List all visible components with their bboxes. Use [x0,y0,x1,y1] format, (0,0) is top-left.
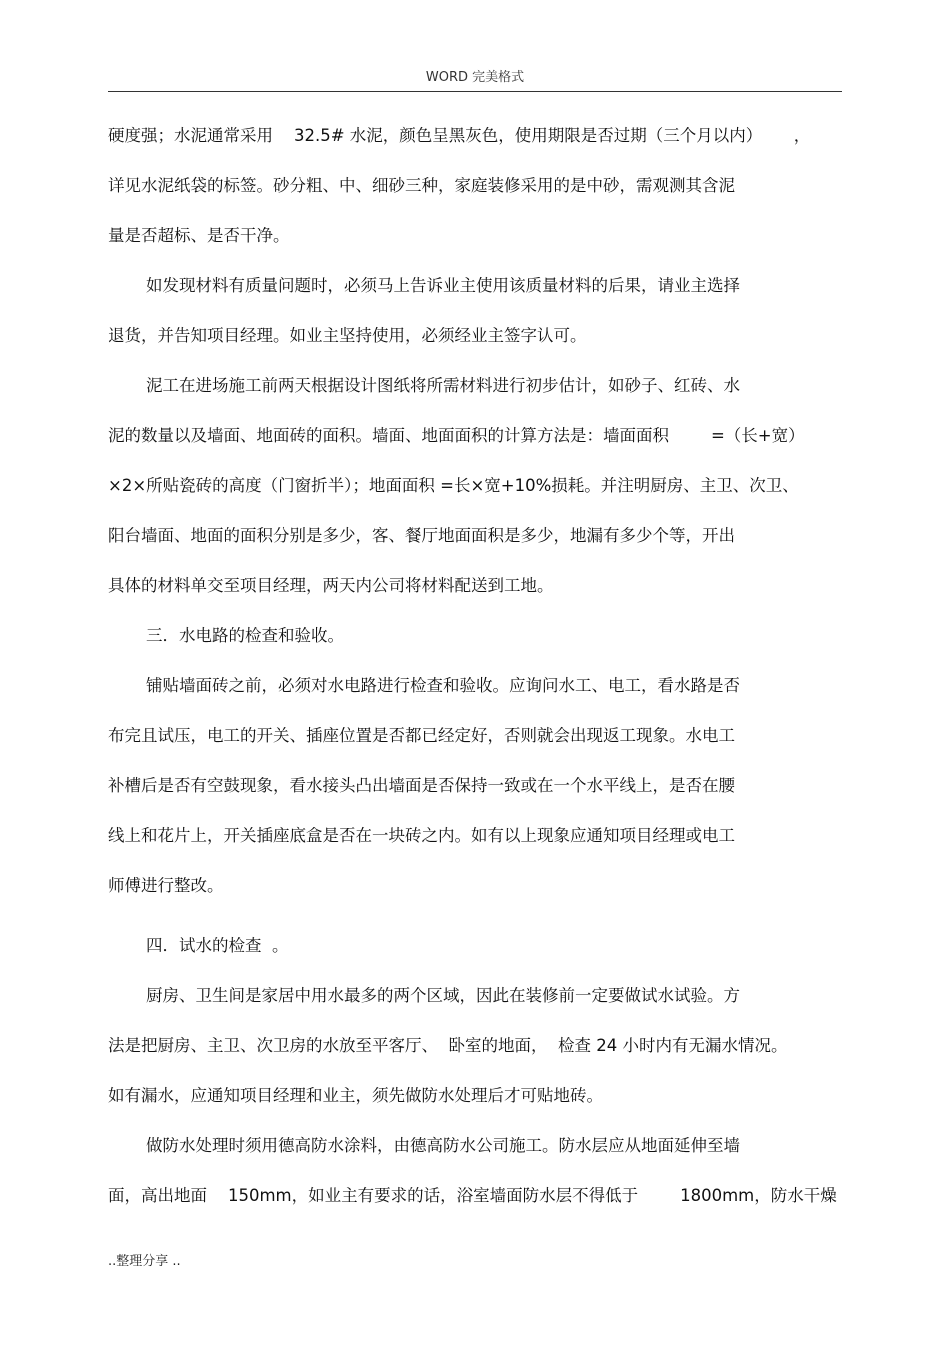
text-line: 退货，并告知项目经理。如业主坚持使用，必须经业主签字认可。 [108,326,587,345]
text-line: 量是否超标、是否干净。 [108,226,290,245]
paragraph-start: 泥工在进场施工前两天根据设计图纸将所需材料进行初步估计，如砂子、红砖、水 [146,376,740,395]
page-header: WORD 完美格式 [425,70,525,85]
paragraph-start: 厨房、卫生间是家居中用水最多的两个区域，因此在装修前一定要做试水试验。方 [146,986,740,1005]
text-line: 面，高出地面 150mm，如业主有要求的话，浴室墙面防水层不得低于 1800mm，防水干燥 [108,1186,837,1205]
text-line: 如有漏水，应通知项目经理和业主，须先做防水处理后才可贴地砖。 [108,1086,603,1105]
text-line: 详见水泥纸袋的标签。砂分粗、中、细砂三种，家庭装修采用的是中砂，需观测其含泥 [108,176,735,195]
text-line: 布完且试压，电工的开关、插座位置是否都已经定好，否则就会出现返工现象。水电工 [108,726,735,745]
text-line: 法是把厨房、主卫、次卫房的水放至平客厅、 卧室的地面， 检查 24 小时内有无漏水情况。 [108,1036,788,1055]
paragraph-start: 如发现材料有质量问题时，必须马上告诉业主使用该质量材料的后果，请业主选择 [146,276,740,295]
text-line: 硬度强；水泥通常采用 32.5# 水泥，颜色呈黑灰色，使用期限是否过期（三个月以内） ， [108,126,811,145]
section-heading: 三．水电路的检查和验收。 [146,626,344,645]
paragraph-start: 铺贴墙面砖之前，必须对水电路进行检查和验收。应询问水工、电工，看水路是否 [146,676,740,695]
text-line: 师傅进行整改。 [108,876,224,895]
text-line: 泥的数量以及墙面、地面砖的面积。墙面、地面面积的计算方法是：墙面面积 =（长+宽） [108,426,805,445]
text-line: ×2×所贴瓷砖的高度（门窗折半）；地面面积 =长×宽+10%损耗。并注明厨房、主卫、次卫、 [108,476,799,495]
text-line: 补槽后是否有空鼓现象，看水接头凸出墙面是否保持一致或在一个水平线上，是否在腰 [108,776,735,795]
section-heading: 四．试水的检查 。 [146,936,289,955]
text-line: 阳台墙面、地面的面积分别是多少，客、餐厅地面面积是多少，地漏有多少个等，开出 [108,526,735,545]
page-footer: ..整理分享 .. [108,1254,181,1269]
header-rule [108,91,842,92]
text-line: 具体的材料单交至项目经理，两天内公司将材料配送到工地。 [108,576,554,595]
text-line: 线上和花片上，开关插座底盒是否在一块砖之内。如有以上现象应通知项目经理或电工 [108,826,735,845]
paragraph-start: 做防水处理时须用德高防水涂料，由德高防水公司施工。防水层应从地面延伸至墙 [146,1136,740,1155]
